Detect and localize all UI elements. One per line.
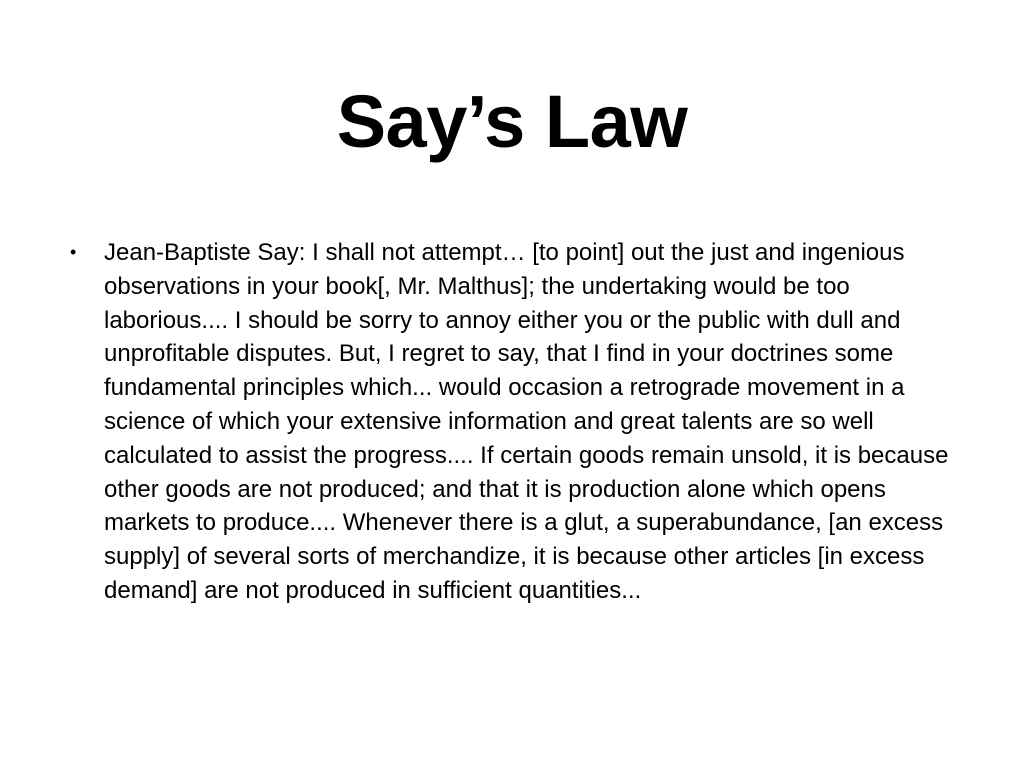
slide-title: Say’s Law xyxy=(336,80,688,163)
bullet-marker-icon: • xyxy=(70,242,77,262)
bullet-item xyxy=(70,236,970,608)
bullet-text: Jean-Baptiste Say: I shall not attempt… [to point] out the just and ingenious observations in your book[, Mr. Malthus]; the undertaking would be too laborious.... I should be sorry to annoy either you or the public with dull and unprofitable disputes. But, I regret to say, that I find in your doctrines some fundamental principles which... would occasion a retrograde movement in a science of which your extensive information and great talents are so well calculated to assist the progress.... If certain goods remain unsold, it is because other goods are not produced; and that it is production alone which opens markets to produce.... Whenever there is a glut, a superabundance, [an excess supply] of several sorts of merchandize, it is because other articles [in excess demand] are not produced in sufficient quantities... xyxy=(104,239,949,604)
bullet-list xyxy=(70,236,970,608)
